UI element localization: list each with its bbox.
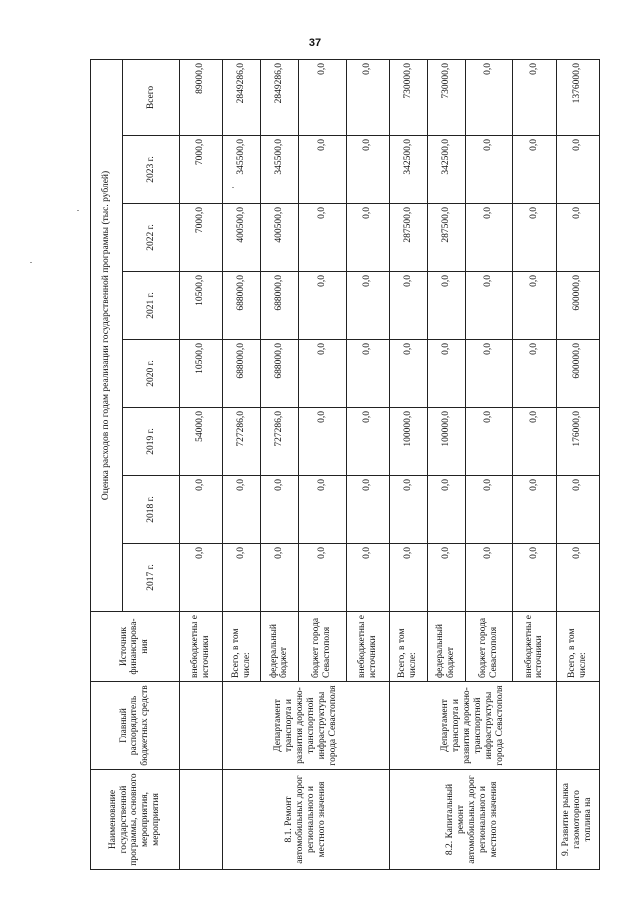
value-cell: 345500,0: [223, 136, 261, 204]
value-cell: 0,0: [298, 136, 346, 204]
source-cell: Всего, в том числе:: [389, 612, 427, 682]
value-cell: 0,0: [389, 476, 427, 544]
value-cell: 287500,0: [427, 204, 465, 272]
manager-8-2: Департамент транспорта и развития дорожно-транспортной инфраструктуры города Севастополя: [389, 682, 556, 770]
total-cell: 730000,0: [389, 59, 427, 135]
name-cell-empty: [179, 770, 222, 870]
value-cell: 727286,0: [223, 408, 261, 476]
header-source: Источник финансирова-ния: [91, 612, 180, 682]
source-cell: бюджет города Севастополя: [465, 612, 513, 682]
value-cell: 342500,0: [427, 136, 465, 204]
value-cell: 0,0: [465, 476, 513, 544]
header-manager: Главный распорядитель бюджетных средств: [91, 682, 180, 770]
value-cell: 0,0: [513, 136, 556, 204]
value-cell: 600000,0: [556, 272, 599, 340]
value-cell: 287500,0: [389, 204, 427, 272]
value-cell: 54000,0: [179, 408, 222, 476]
value-cell: 400500,0: [261, 204, 299, 272]
total-cell: 0,0: [465, 59, 513, 135]
value-cell: 0,0: [346, 272, 389, 340]
manager-cell-empty: [179, 682, 222, 770]
source-cell: внебюджетны е источники: [179, 612, 222, 682]
value-cell: 0,0: [465, 204, 513, 272]
value-cell: 0,0: [261, 544, 299, 612]
value-cell: 600000,0: [556, 340, 599, 408]
value-cell: 7000,0: [179, 204, 222, 272]
total-cell: 0,0: [298, 59, 346, 135]
source-cell: федеральный бюджет: [427, 612, 465, 682]
value-cell: 0,0: [427, 544, 465, 612]
header-total: Всего: [123, 59, 179, 135]
table-row: [389, 59, 427, 869]
total-cell: 2849286,0: [261, 59, 299, 135]
value-cell: 0,0: [179, 544, 222, 612]
header-year: 2019 г.: [123, 408, 179, 476]
header-estimate: Оценка расходов по годам реализации государственной программы (тыс. рублей): [91, 59, 123, 611]
value-cell: 0,0: [427, 340, 465, 408]
value-cell: 0,0: [346, 544, 389, 612]
value-cell: 100000,0: [389, 408, 427, 476]
value-cell: 176000,0: [556, 408, 599, 476]
source-cell: внебюджетны е источники: [513, 612, 556, 682]
source-cell: федеральный бюджет: [261, 612, 299, 682]
value-cell: 0,0: [556, 544, 599, 612]
value-cell: 400500,0: [223, 204, 261, 272]
value-cell: 0,0: [346, 136, 389, 204]
value-cell: 0,0: [179, 476, 222, 544]
value-cell: 0,0: [223, 544, 261, 612]
value-cell: 0,0: [346, 476, 389, 544]
total-cell: 2849286,0: [223, 59, 261, 135]
header-row-1: [91, 59, 123, 869]
header-year: 2020 г.: [123, 340, 179, 408]
value-cell: 0,0: [298, 408, 346, 476]
value-cell: 0,0: [389, 544, 427, 612]
value-cell: 0,0: [513, 408, 556, 476]
value-cell: 0,0: [261, 476, 299, 544]
measure-name-9: 9. Развитие рынка газомоторного топлива на: [556, 770, 599, 870]
budget-table: [90, 59, 600, 870]
header-year: 2023 г.: [123, 136, 179, 204]
value-cell: 0,0: [298, 544, 346, 612]
value-cell: 0,0: [465, 272, 513, 340]
scan-speck: [30, 262, 32, 263]
total-cell: 89000,0: [179, 59, 222, 135]
value-cell: 0,0: [556, 476, 599, 544]
value-cell: 688000,0: [223, 340, 261, 408]
total-cell: 0,0: [513, 59, 556, 135]
source-cell: Всего, в том числе:: [223, 612, 261, 682]
rotated-table-area: [90, 60, 600, 870]
value-cell: 342500,0: [389, 136, 427, 204]
landscape-table-wrapper: [90, 60, 600, 870]
value-cell: 0,0: [298, 204, 346, 272]
manager-8-1: Департамент транспорта и развития дорожно-транспортной инфраструктуры города Севастополя: [223, 682, 390, 770]
value-cell: 0,0: [427, 476, 465, 544]
measure-name-8-1: 8.1. Ремонт автомобильных дорог регионального и местного значения: [223, 770, 390, 870]
value-cell: 688000,0: [261, 272, 299, 340]
value-cell: 0,0: [556, 204, 599, 272]
measure-name-8-2: 8.2. Капитальный ремонт автомобильных дорог регионального и местного значения: [389, 770, 556, 870]
header-year: 2021 г.: [123, 272, 179, 340]
value-cell: 688000,0: [261, 340, 299, 408]
value-cell: 0,0: [389, 340, 427, 408]
value-cell: 0,0: [513, 340, 556, 408]
header-year: 2022 г.: [123, 204, 179, 272]
header-year: 2017 г.: [123, 544, 179, 612]
total-cell: 0,0: [346, 59, 389, 135]
manager-cell-empty: [556, 682, 599, 770]
value-cell: 727286,0: [261, 408, 299, 476]
total-cell: 730000,0: [427, 59, 465, 135]
value-cell: 0,0: [427, 272, 465, 340]
page-number: 37: [308, 37, 322, 49]
source-cell: внебюджетны е источники: [346, 612, 389, 682]
value-cell: 0,0: [298, 340, 346, 408]
value-cell: 0,0: [513, 544, 556, 612]
value-cell: 688000,0: [223, 272, 261, 340]
value-cell: 7000,0: [179, 136, 222, 204]
total-cell: 1376000,0: [556, 59, 599, 135]
scan-speck: [77, 210, 79, 211]
value-cell: 0,0: [223, 476, 261, 544]
header-year: 2018 г.: [123, 476, 179, 544]
table-row: [556, 59, 599, 869]
value-cell: 0,0: [465, 340, 513, 408]
value-cell: 0,0: [513, 476, 556, 544]
header-name: Наименование государственной программы, основного мероприятия, мероприятия: [91, 770, 180, 870]
source-cell: Всего, в том числе:: [556, 612, 599, 682]
value-cell: 0,0: [513, 204, 556, 272]
value-cell: 10500,0: [179, 340, 222, 408]
value-cell: 345500,0: [261, 136, 299, 204]
value-cell: 0,0: [389, 272, 427, 340]
value-cell: 0,0: [298, 476, 346, 544]
value-cell: 0,0: [465, 408, 513, 476]
value-cell: 0,0: [556, 136, 599, 204]
value-cell: 0,0: [298, 272, 346, 340]
source-cell: бюджет города Севастополя: [298, 612, 346, 682]
value-cell: 0,0: [465, 544, 513, 612]
value-cell: 10500,0: [179, 272, 222, 340]
table-row: [179, 59, 222, 869]
value-cell: 0,0: [346, 408, 389, 476]
value-cell: 100000,0: [427, 408, 465, 476]
value-cell: 0,0: [346, 204, 389, 272]
value-cell: 0,0: [346, 340, 389, 408]
value-cell: 0,0: [513, 272, 556, 340]
value-cell: 0,0: [465, 136, 513, 204]
table-row: [223, 59, 261, 869]
